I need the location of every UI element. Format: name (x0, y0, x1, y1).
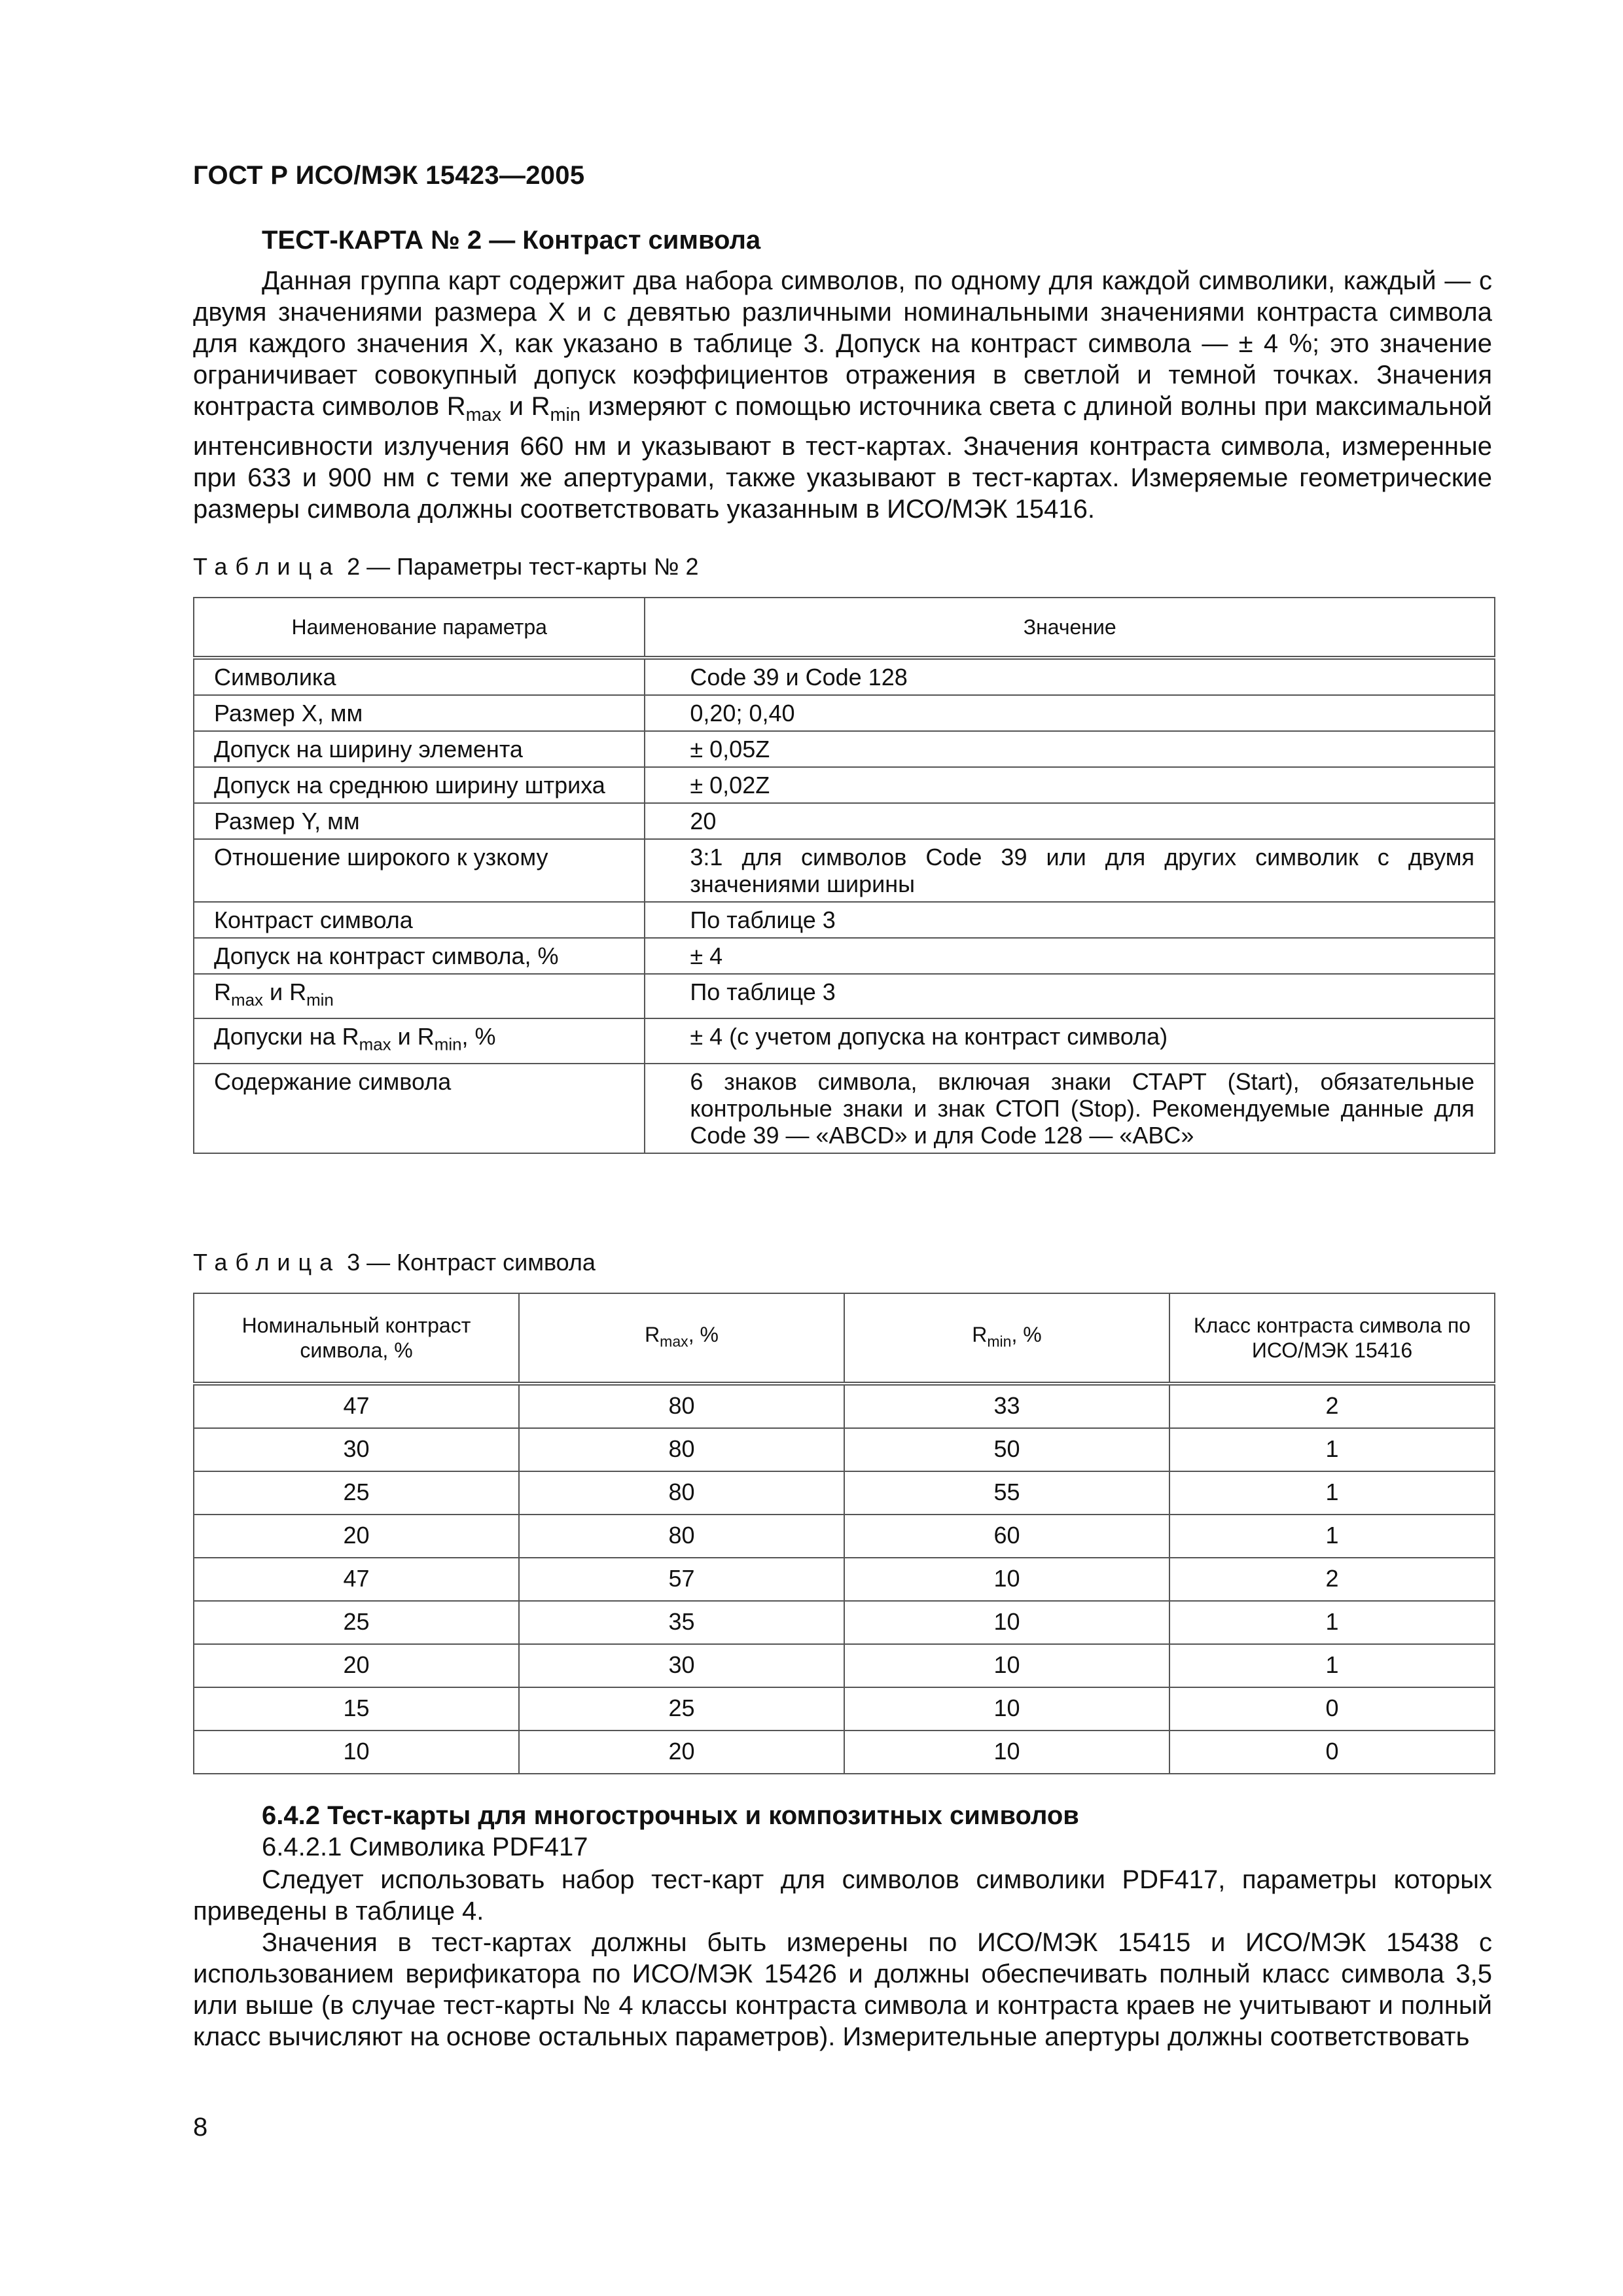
column-header-contrast-grade: Класс контраста символа по ИСО/МЭК 15416 (1169, 1293, 1495, 1384)
table3-body (194, 1384, 1495, 1774)
table-header-row (194, 598, 1495, 658)
table-test-card-parameters (193, 597, 1495, 1154)
section1-paragraph (193, 265, 1492, 525)
table-cell: 80 (519, 1515, 844, 1558)
param-cell: Допуск на среднюю ширину штриха (194, 767, 645, 803)
table-cell: 0 (1169, 1731, 1495, 1774)
column-header-rmin: $R_{min}$, % (844, 1293, 1169, 1384)
table-row (194, 1471, 1495, 1515)
table-row (194, 1644, 1495, 1687)
table-row (194, 658, 1495, 695)
table-cell: 10 (844, 1731, 1169, 1774)
section-title-multirow: 6.4.2 Тест-карты для многострочных и композитных символов (262, 1801, 1079, 1830)
table-row (194, 938, 1495, 974)
table-cell: 25 (194, 1471, 519, 1515)
table-row (194, 695, 1495, 731)
table-header-row (194, 1293, 1495, 1384)
table-row (194, 839, 1495, 902)
table-cell: 10 (844, 1601, 1169, 1644)
table-row (194, 1515, 1495, 1558)
table-row (194, 1731, 1495, 1774)
value-cell: 6 знаков символа, включая знаки СТАРТ (Start), обязательные контрольные знаки и знак СТОП (Stop). Рекомендуемые данные для Code 39 — «ABCD» и для Code 128 — «ABC» (645, 1064, 1495, 1153)
param-cell: Содержание символа (194, 1064, 645, 1153)
section2-paragraphs (193, 1864, 1492, 2053)
param-cell: Допуск на контраст символа, % (194, 938, 645, 974)
value-cell: Code 39 и Code 128 (645, 658, 1495, 695)
table-cell: 10 (844, 1558, 1169, 1601)
param-cell: Размер X, мм (194, 695, 645, 731)
table-cell: 30 (194, 1428, 519, 1471)
table-cell: 60 (844, 1515, 1169, 1558)
table-cell: 20 (519, 1731, 844, 1774)
table-cell: 80 (519, 1384, 844, 1428)
column-header-nominal-contrast: Номинальный контраст символа, % (194, 1293, 519, 1384)
table-cell: 30 (519, 1644, 844, 1687)
table-row (194, 1687, 1495, 1731)
value-cell: ± 4 (с учетом допуска на контраст символа) (645, 1018, 1495, 1063)
table-row (194, 1558, 1495, 1601)
section-title-test-card-2: ТЕСТ-КАРТА № 2 — Контраст символа (262, 226, 761, 255)
column-header-parameter: Наименование параметра (194, 598, 645, 658)
table-row (194, 803, 1495, 839)
param-cell: $R_{max}$ и $R_{min}$ (194, 974, 645, 1018)
value-cell: 3:1 для символов Code 39 или для других символик с двумя значениями ширины (645, 839, 1495, 902)
table-cell: 47 (194, 1384, 519, 1428)
table-cell: 80 (519, 1428, 844, 1471)
param-cell: Контраст символа (194, 902, 645, 938)
param-cell: Отношение широкого к узкому (194, 839, 645, 902)
table-cell: 20 (194, 1644, 519, 1687)
table-cell: 55 (844, 1471, 1169, 1515)
table-cell: 10 (844, 1644, 1169, 1687)
table-cell: 25 (519, 1687, 844, 1731)
value-cell: ± 4 (645, 938, 1495, 974)
page-number: 8 (193, 2113, 208, 2142)
value-cell: ± 0,05Z (645, 731, 1495, 767)
table-cell: 1 (1169, 1644, 1495, 1687)
table-cell: 1 (1169, 1428, 1495, 1471)
table-cell: 0 (1169, 1687, 1495, 1731)
table-cell: 2 (1169, 1384, 1495, 1428)
table-cell: 15 (194, 1687, 519, 1731)
value-cell: ± 0,02Z (645, 767, 1495, 803)
table3-caption: Таблица 3 — Контраст символа (193, 1249, 596, 1276)
table-cell: 80 (519, 1471, 844, 1515)
param-cell: Допуски на $R_{max}$ и $R_{min}$, % (194, 1018, 645, 1063)
value-cell: 0,20; 0,40 (645, 695, 1495, 731)
table-row (194, 1428, 1495, 1471)
table-symbol-contrast (193, 1293, 1495, 1774)
param-cell: Символика (194, 658, 645, 695)
table-cell: 35 (519, 1601, 844, 1644)
table-cell: 10 (844, 1687, 1169, 1731)
table-cell: 57 (519, 1558, 844, 1601)
column-header-rmax: $R_{max}$, % (519, 1293, 844, 1384)
table-cell: 50 (844, 1428, 1169, 1471)
table-row (194, 1384, 1495, 1428)
table-cell: 10 (194, 1731, 519, 1774)
paragraph-text: Следует использовать набор тест-карт для символов символики PDF417, параметры которых приведены в таблице 4. (193, 1865, 1492, 1926)
paragraph-text: Данная группа карт содержит два набора символов, по одному для каждой символики, каждый — с двумя значениями размера X и с девятью различными номинальными значениями контраста символа для каждого значения X, как указано в таблице 3. Допуск на контраст символа — ± 4 %; это значение ограничивает совокупный допуск коэффициентов отражения в светлой и темной точках. Значения контраста символов $R_{max}$ и $R_{min}$ измеряют с помощью источника света с длиной волны при максимальной интенсивности излучения 660 нм и указывают в тест-картах. Значения контраста символа, измеренные при 633 и 900 нм с теми же апертурами, также указывают в тест-картах. Измеряемые геометрические размеры символа должны соответствовать указанным в ИСО/МЭК 15416. (193, 266, 1493, 524)
table-row (194, 974, 1495, 1018)
value-cell: По таблице 3 (645, 974, 1495, 1018)
paragraph-text: Значения в тест-картах должны быть измерены по ИСО/МЭК 15415 и ИСО/МЭК 15438 с использованием верификатора по ИСО/МЭК 15426 и должны обеспечивать полный класс символа 3,5 или выше (в случае тест-карты № 4 классы контраста символа и контраста краев не учитывают и полный класс вычисляют на основе остальных параметров). Измерительные апертуры должны соответствовать (193, 1928, 1492, 2051)
table-row (194, 1064, 1495, 1153)
table-cell: 20 (194, 1515, 519, 1558)
table-cell: 33 (844, 1384, 1169, 1428)
table-cell: 1 (1169, 1515, 1495, 1558)
table-row (194, 731, 1495, 767)
document-header: ГОСТ Р ИСО/МЭК 15423—2005 (193, 161, 585, 190)
table-row (194, 902, 1495, 938)
param-cell: Размер Y, мм (194, 803, 645, 839)
table-cell: 1 (1169, 1471, 1495, 1515)
table-row (194, 1018, 1495, 1063)
table-row (194, 767, 1495, 803)
value-cell: 20 (645, 803, 1495, 839)
param-cell: Допуск на ширину элемента (194, 731, 645, 767)
value-cell: По таблице 3 (645, 902, 1495, 938)
table-cell: 2 (1169, 1558, 1495, 1601)
table-cell: 47 (194, 1558, 519, 1601)
column-header-value: Значение (645, 598, 1495, 658)
table-cell: 1 (1169, 1601, 1495, 1644)
table-row (194, 1601, 1495, 1644)
table2-caption: Таблица 2 — Параметры тест-карты № 2 (193, 553, 699, 580)
table-cell: 25 (194, 1601, 519, 1644)
subsection-title-pdf417: 6.4.2.1 Символика PDF417 (262, 1833, 588, 1861)
